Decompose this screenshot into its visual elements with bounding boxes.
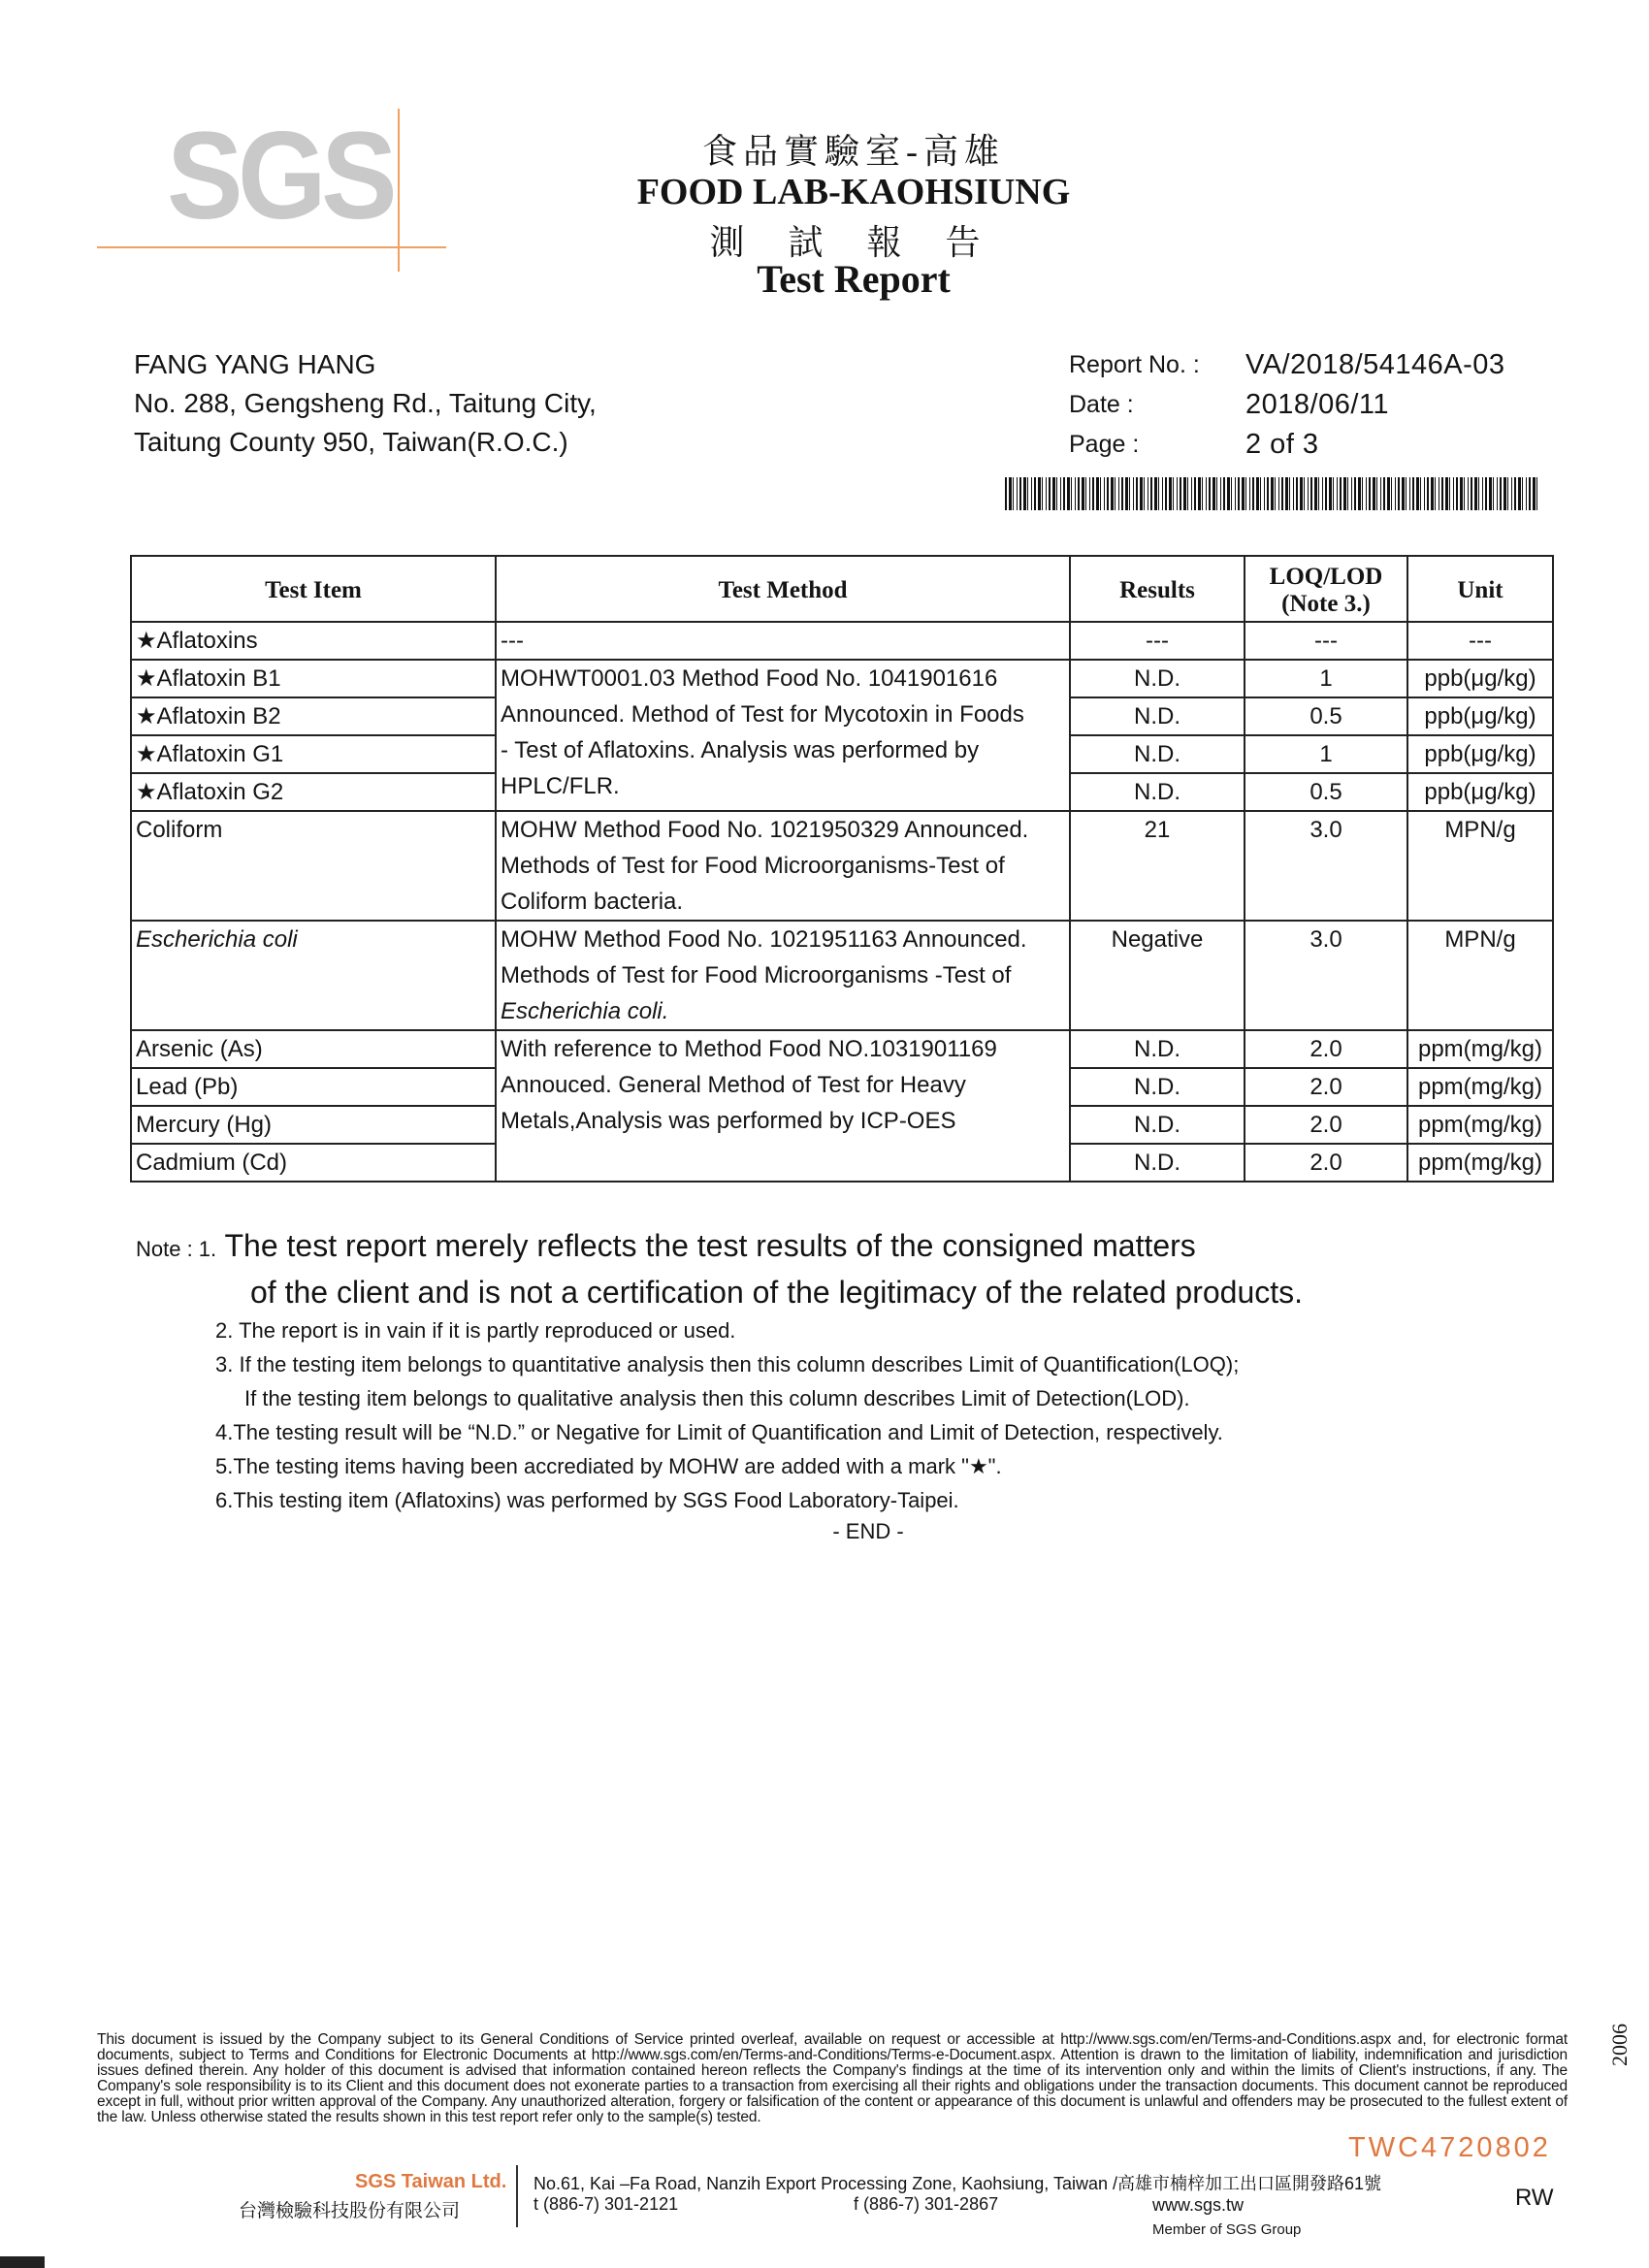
item-cell: Coliform xyxy=(131,811,496,921)
report-title-chinese: 測 試 報 告 xyxy=(709,223,998,262)
header-test-method: Test Method xyxy=(496,556,1070,622)
loq-cell: 2.0 xyxy=(1245,1068,1407,1106)
note-2: 2. The report is in vain if it is partly reproduced or used. xyxy=(215,1318,736,1343)
unit-cell: ppb(μg/kg) xyxy=(1407,697,1553,735)
note-5: 5.The testing items having been accrediated by MOHW are added with a mark "★". xyxy=(215,1454,1002,1478)
footer-address: No.61, Kai –Fa Road, Nanzih Export Processing Zone, Kaohsiung, Taiwan /高雄市楠梓加工出口區開發路61號 xyxy=(534,2174,1382,2193)
end-marker: - END - xyxy=(832,1519,904,1543)
loq-cell: 0.5 xyxy=(1245,773,1407,811)
unit-cell: --- xyxy=(1407,622,1553,660)
method-cell-ecoli: MOHW Method Food No. 1021951163 Announced. Methods of Test for Food Microorganisms -Test of Escherichia coli. xyxy=(496,921,1070,1030)
date-label: Date : xyxy=(1069,391,1134,418)
result-cell: --- xyxy=(1070,622,1245,660)
results-table xyxy=(130,555,1554,1183)
barcode xyxy=(1005,477,1540,510)
table-row xyxy=(131,660,1553,697)
unit-cell: ppb(μg/kg) xyxy=(1407,735,1553,773)
item-cell: Lead (Pb) xyxy=(131,1068,496,1106)
method-cell: --- xyxy=(496,622,1070,660)
unit-cell: ppb(μg/kg) xyxy=(1407,773,1553,811)
notes-block xyxy=(136,1224,1552,1517)
logo-vertical-rule xyxy=(398,109,400,272)
header-results: Results xyxy=(1070,556,1245,622)
report-meta xyxy=(1069,345,1505,465)
report-no-label: Report No. : xyxy=(1069,351,1200,378)
item-cell: Escherichia coli xyxy=(131,921,496,1030)
sgs-logo: SGS xyxy=(167,107,393,245)
unit-cell: MPN/g xyxy=(1407,811,1553,921)
loq-cell: 2.0 xyxy=(1245,1144,1407,1182)
note-1-line1: Note : 1. The test report merely reflects the test results of the consigned matters xyxy=(136,1228,1196,1263)
client-address-line1: No. 288, Gengsheng Rd., Taitung City, xyxy=(134,388,597,418)
item-cell: Cadmium (Cd) xyxy=(131,1144,496,1182)
lab-title-english: FOOD LAB-KAOHSIUNG xyxy=(636,172,1071,212)
unit-cell: ppm(mg/kg) xyxy=(1407,1144,1553,1182)
unit-cell: ppb(μg/kg) xyxy=(1407,660,1553,697)
result-cell: Negative xyxy=(1070,921,1245,1030)
note-6: 6.This testing item (Aflatoxins) was performed by SGS Food Laboratory-Taipei. xyxy=(215,1488,959,1512)
result-cell: N.D. xyxy=(1070,1144,1245,1182)
loq-cell: 2.0 xyxy=(1245,1030,1407,1068)
note-3-line1: 3. If the testing item belongs to quantitative analysis then this column describes Limit of Quantification(LOQ); xyxy=(215,1352,1240,1377)
footer-fax: f (886-7) 301-2867 xyxy=(854,2194,999,2214)
note-prefix: Note : 1. xyxy=(136,1237,217,1261)
result-cell: N.D. xyxy=(1070,1106,1245,1144)
table-row xyxy=(131,622,1553,660)
item-cell: ★Aflatoxin B1 xyxy=(131,660,496,697)
footer-member: Member of SGS Group xyxy=(1152,2221,1302,2238)
item-cell: ★Aflatoxins xyxy=(131,622,496,660)
form-year: 2006 xyxy=(1607,2024,1632,2066)
loq-cell: 1 xyxy=(1245,660,1407,697)
unit-cell: ppm(mg/kg) xyxy=(1407,1106,1553,1144)
report-title-english: Test Report xyxy=(757,257,951,301)
footer-website: www.sgs.tw xyxy=(1152,2195,1245,2215)
serial-number: TWC4720802 xyxy=(1348,2132,1551,2163)
method-cell-aflatoxins: MOHWT0001.03 Method Food No. 1041901616 Announced. Method of Test for Mycotoxin in Foods - Test of Aflatoxins. Analysis was performed by HPLC/FLR. xyxy=(496,660,1070,811)
footer-rw-mark: RW xyxy=(1515,2185,1554,2211)
table-row xyxy=(131,921,1553,1030)
unit-cell: MPN/g xyxy=(1407,921,1553,1030)
header-loq-lod: LOQ/LOD (Note 3.) xyxy=(1245,556,1407,622)
result-cell: N.D. xyxy=(1070,1068,1245,1106)
note-1-line2: of the client and is not a certification of the legitimacy of the related products. xyxy=(250,1275,1304,1310)
lab-title-chinese: 食品實驗室-高雄 xyxy=(702,132,1005,171)
report-date: 2018/06/11 xyxy=(1245,389,1389,420)
header-test-item: Test Item xyxy=(131,556,496,622)
page-number: 2 of 3 xyxy=(1245,429,1319,460)
table-row xyxy=(131,811,1553,921)
header-unit: Unit xyxy=(1407,556,1553,622)
logo-horizontal-rule xyxy=(97,246,446,248)
unit-cell: ppm(mg/kg) xyxy=(1407,1030,1553,1068)
method-cell-coliform: MOHW Method Food No. 1021950329 Announced. Methods of Test for Food Microorganisms-Test of Coliform bacteria. xyxy=(496,811,1070,921)
footer-divider xyxy=(516,2165,518,2227)
scan-edge xyxy=(0,2256,45,2268)
page-label: Page : xyxy=(1069,431,1140,458)
method-cell-metals: With reference to Method Food NO.1031901169 Annouced. General Method of Test for Heavy Metals,Analysis was performed by ICP-OES xyxy=(496,1030,1070,1182)
report-no: VA/2018/54146A-03 xyxy=(1245,349,1505,380)
result-cell: N.D. xyxy=(1070,773,1245,811)
loq-cell: 2.0 xyxy=(1245,1106,1407,1144)
result-cell: N.D. xyxy=(1070,735,1245,773)
footer-company-chinese: 台灣檢驗科技股份有限公司 xyxy=(239,2201,461,2221)
result-cell: N.D. xyxy=(1070,660,1245,697)
table-header-row xyxy=(131,556,1553,622)
item-cell: ★Aflatoxin B2 xyxy=(131,697,496,735)
item-cell: Arsenic (As) xyxy=(131,1030,496,1068)
result-cell: 21 xyxy=(1070,811,1245,921)
footer-telephone: t (886-7) 301-2121 xyxy=(534,2194,679,2214)
loq-cell: --- xyxy=(1245,622,1407,660)
note-4: 4.The testing result will be “N.D.” or Negative for Limit of Quantification and Limit of Detection, respectively. xyxy=(215,1420,1223,1444)
footer-company-name: SGS Taiwan Ltd. xyxy=(355,2171,507,2192)
unit-cell: ppm(mg/kg) xyxy=(1407,1068,1553,1106)
loq-cell: 1 xyxy=(1245,735,1407,773)
item-cell: Mercury (Hg) xyxy=(131,1106,496,1144)
loq-cell: 0.5 xyxy=(1245,697,1407,735)
client-address-line2: Taitung County 950, Taiwan(R.O.C.) xyxy=(134,427,568,457)
table-row xyxy=(131,1030,1553,1068)
loq-cell: 3.0 xyxy=(1245,811,1407,921)
item-cell: ★Aflatoxin G1 xyxy=(131,735,496,773)
legal-disclaimer: This document is issued by the Company subject to its General Conditions of Service printed overleaf, available on request or accessible at http://www.sgs.com/en/Terms-and-Conditions.aspx and, for electronic format documents, subject to Terms and Conditions for Electronic Documents at http://www.sgs.com/en/Terms-and-Conditions/Terms-e-Document.aspx. Attention is drawn to the limitation of liability, indemnification and jurisdiction issues defined therein. Any holder of this document is advised that information contained hereon reflects the Company's findings at the time of its intervention only and within the limits of Client's instructions, if any. The Company's sole responsibility is to its Client and this document does not exonerate parties to a transaction from exercising all their rights and obligations under the transaction documents. This document cannot be reproduced except in full, without prior written approval of the Company. Any unauthorized alteration, forgery or falsification of the content or appearance of this document is unlawful and offenders may be prosecuted to the fullest extent of the law. Unless otherwise stated the results shown in this test report refer only to the sample(s) tested. xyxy=(97,2031,1568,2125)
result-cell: N.D. xyxy=(1070,1030,1245,1068)
result-cell: N.D. xyxy=(1070,697,1245,735)
client-name: FANG YANG HANG xyxy=(134,349,376,379)
client-block xyxy=(134,345,597,462)
note-3-line2: If the testing item belongs to qualitative analysis then this column describes Limit of Detection(LOD). xyxy=(244,1386,1190,1410)
loq-cell: 3.0 xyxy=(1245,921,1407,1030)
item-cell: ★Aflatoxin G2 xyxy=(131,773,496,811)
